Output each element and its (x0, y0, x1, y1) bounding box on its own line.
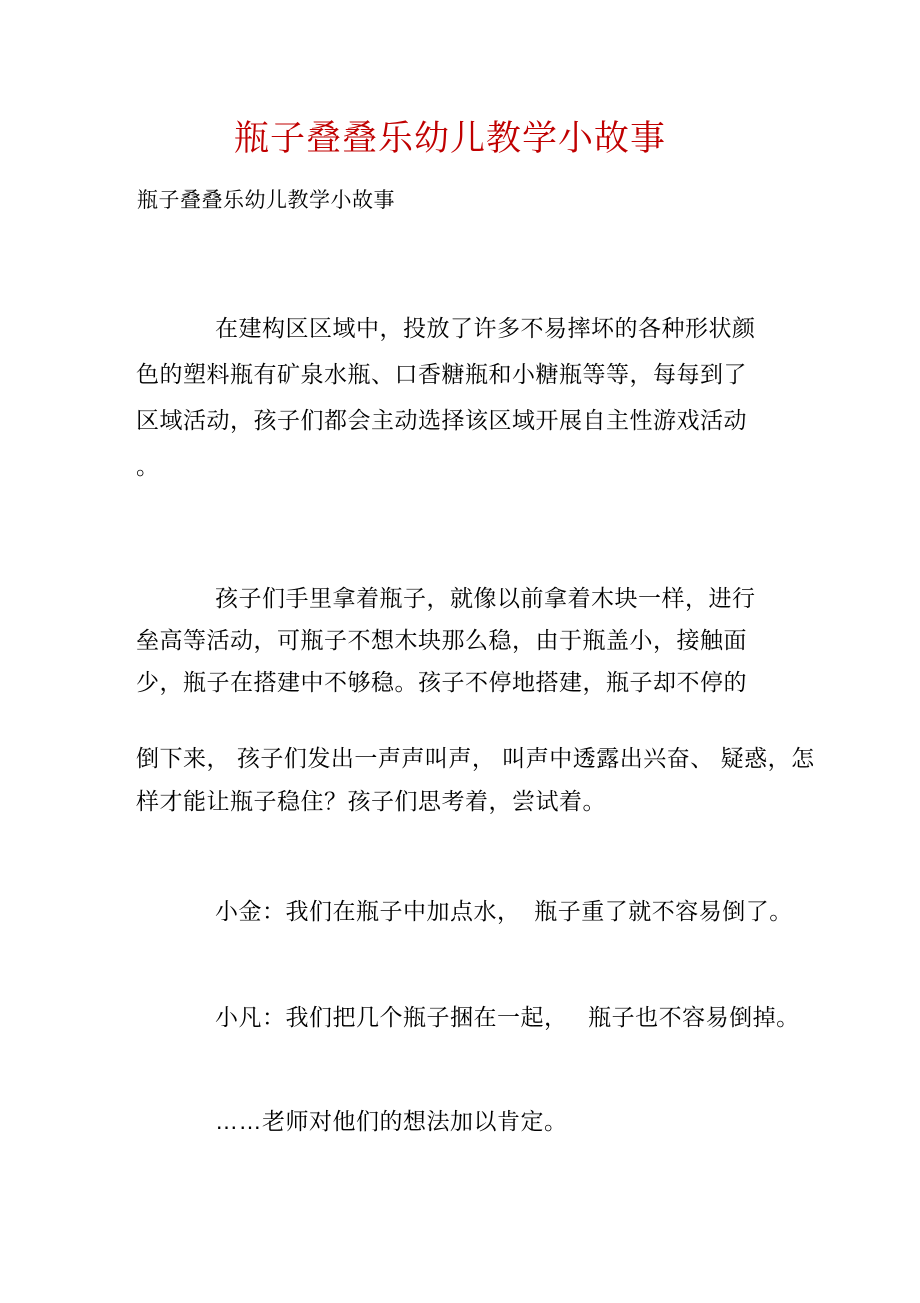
text-line: 小凡：我们把几个瓶子捆在一起， 瓶子也不容易倒掉。 (215, 1004, 800, 1030)
text-line: 倒下来， 孩子们发出一声声叫声， 叫声中透露出兴奋、 疑惑，怎 (136, 745, 815, 771)
document-subtitle: 瓶子叠叠乐幼儿教学小故事 (137, 189, 395, 212)
text-line: 。 (136, 453, 160, 479)
paragraph-intro (136, 305, 756, 489)
text-line: 小金：我们在瓶子中加点水， 瓶子重了就不容易倒了。 (215, 898, 793, 924)
document-title: 瓶子叠叠乐幼儿教学小故事 (233, 119, 666, 158)
text-line: 色的塑料瓶有矿泉水瓶、口香糖瓶和小糖瓶等等，每每到了 (136, 361, 747, 387)
text-line: 区域活动，孩子们都会主动选择该区域开展自主性游戏活动 (136, 407, 747, 433)
text-line: 少，瓶子在搭建中不够稳。孩子不停地搭建，瓶子却不停的 (136, 669, 747, 695)
text-line: 在建构区区域中，投放了许多不易摔坏的各种形状颜 (215, 315, 756, 341)
paragraph-teacher-affirmation (136, 1106, 568, 1136)
dialogue-xiaojin (136, 896, 793, 926)
paragraph-building (136, 577, 756, 703)
text-line: ……老师对他们的想法加以肯定。 (215, 1108, 568, 1134)
text-line: 样才能让瓶子稳住？孩子们思考着，尝试着。 (136, 788, 606, 814)
dialogue-xiaofan (136, 1002, 800, 1032)
text-line: 垒高等活动，可瓶子不想木块那么稳，由于瓶盖小，接触面 (136, 627, 747, 653)
paragraph-falling (136, 737, 815, 823)
text-line: 孩子们手里拿着瓶子，就像以前拿着木块一样，进行 (215, 585, 756, 611)
